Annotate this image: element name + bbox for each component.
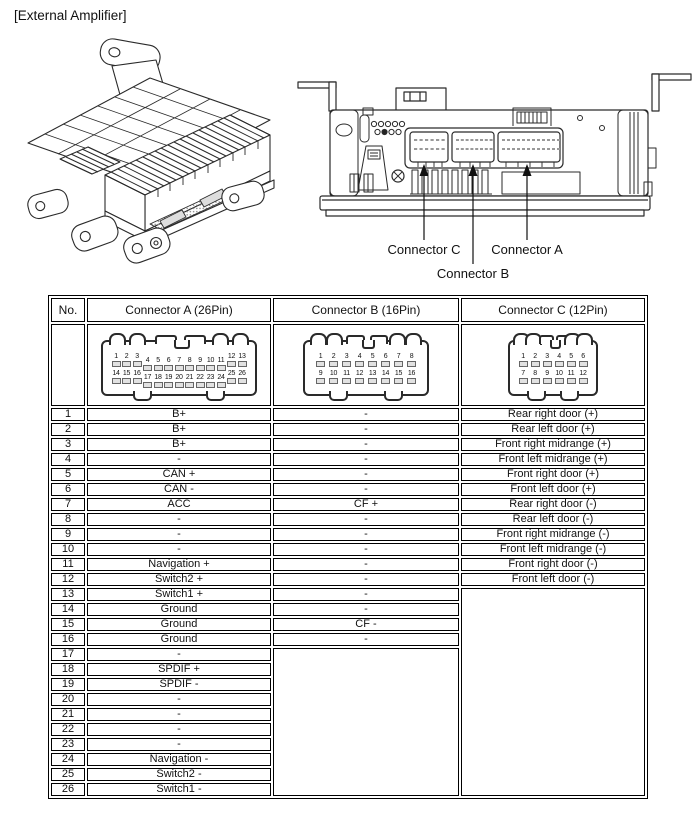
connector-c-pin-value: Front left door (-) bbox=[461, 573, 645, 586]
pin-a-10: 10 bbox=[205, 357, 216, 371]
table-row bbox=[51, 468, 645, 481]
connector-a-pin-value: Ground bbox=[87, 618, 271, 631]
connector-c-pin-value: Rear left door (-) bbox=[461, 513, 645, 526]
connector-a-diagram-cell bbox=[87, 324, 271, 406]
pin-a-1: 1 bbox=[111, 353, 122, 367]
row-number: 22 bbox=[51, 723, 85, 736]
connector-a-pin-value: Switch1 - bbox=[87, 783, 271, 796]
table-row bbox=[51, 543, 645, 556]
connector-a-pin-value: Switch2 - bbox=[87, 768, 271, 781]
pin-a-9: 9 bbox=[195, 357, 206, 371]
foot-left bbox=[26, 187, 71, 221]
foot-front-1 bbox=[69, 213, 121, 254]
row-number: 4 bbox=[51, 453, 85, 466]
table-row bbox=[51, 483, 645, 496]
connector-a-pin-value: - bbox=[87, 648, 271, 661]
connector-a-pin-value: Navigation + bbox=[87, 558, 271, 571]
pin-b-3: 3 bbox=[340, 353, 353, 367]
pin-b-9: 9 bbox=[314, 370, 327, 384]
pin-c-7: 7 bbox=[517, 370, 529, 384]
pin-a-5: 5 bbox=[153, 357, 164, 371]
pin-a-20: 20 bbox=[174, 374, 185, 388]
connector-b-pin-value: - bbox=[273, 573, 459, 586]
connector-b-pin-value: - bbox=[273, 423, 459, 436]
pin-b-2: 2 bbox=[327, 353, 340, 367]
row-number: 19 bbox=[51, 678, 85, 691]
row-number: 1 bbox=[51, 408, 85, 421]
pin-b-12: 12 bbox=[353, 370, 366, 384]
connector-b-pin-value: - bbox=[273, 543, 459, 556]
connector-b-pin-value: - bbox=[273, 438, 459, 451]
connector-a-pin-value: - bbox=[87, 738, 271, 751]
connector-c-pin-value: Rear right door (+) bbox=[461, 408, 645, 421]
row-number: 8 bbox=[51, 513, 85, 526]
connector-a-pin-value: B+ bbox=[87, 423, 271, 436]
connector-b-pin-value: - bbox=[273, 528, 459, 541]
pin-c-6: 6 bbox=[577, 353, 589, 367]
table-row bbox=[51, 558, 645, 571]
external-amplifier-isometric-figure bbox=[10, 28, 310, 278]
row-number: 6 bbox=[51, 483, 85, 496]
row-number: 26 bbox=[51, 783, 85, 796]
connector-b-pin-value: - bbox=[273, 603, 459, 616]
connector-a-pin-value: - bbox=[87, 528, 271, 541]
connector-b-empty-span bbox=[273, 648, 459, 796]
connector-b-pin-value: - bbox=[273, 468, 459, 481]
pin-c-3: 3 bbox=[541, 353, 553, 367]
connector-a-pin-value: Ground bbox=[87, 603, 271, 616]
connector-c-pin-value: Front left midrange (-) bbox=[461, 543, 645, 556]
pin-a-17: 17 bbox=[142, 374, 153, 388]
row-number: 17 bbox=[51, 648, 85, 661]
connector-b-pin-value: - bbox=[273, 483, 459, 496]
connector-a-pin-value: CAN + bbox=[87, 468, 271, 481]
pin-a-23: 23 bbox=[205, 374, 216, 388]
row-number: 25 bbox=[51, 768, 85, 781]
row-number: 5 bbox=[51, 468, 85, 481]
pin-a-11: 11 bbox=[216, 357, 227, 371]
connector-c-pin-value: Front right door (+) bbox=[461, 468, 645, 481]
row-number: 24 bbox=[51, 753, 85, 766]
row-number: 3 bbox=[51, 438, 85, 451]
row-number: 21 bbox=[51, 708, 85, 721]
header-connector-a: Connector A (26Pin) bbox=[87, 298, 271, 322]
pin-c-1: 1 bbox=[517, 353, 529, 367]
screw bbox=[392, 170, 404, 182]
connector-a-pin-value: ACC bbox=[87, 498, 271, 511]
connector-a-pin-value: - bbox=[87, 708, 271, 721]
table-row bbox=[51, 453, 645, 466]
left-bracket bbox=[298, 82, 336, 111]
table-row bbox=[51, 438, 645, 451]
connector-b-diagram-cell bbox=[273, 324, 459, 406]
connector-b-pin-value: CF + bbox=[273, 498, 459, 511]
connector-b-pin-value: - bbox=[273, 453, 459, 466]
connector-a-pin-value: - bbox=[87, 693, 271, 706]
right-bracket bbox=[652, 74, 691, 111]
pin-c-8: 8 bbox=[529, 370, 541, 384]
connector-b-label: Connector B bbox=[436, 266, 510, 281]
connector-a-pin-value: Switch2 + bbox=[87, 573, 271, 586]
pin-b-1: 1 bbox=[314, 353, 327, 367]
pinout-table-body bbox=[51, 408, 645, 796]
screw-post bbox=[151, 238, 162, 249]
connector-b-pin-value: - bbox=[273, 558, 459, 571]
connector-a-pin-value: CAN - bbox=[87, 483, 271, 496]
connector-c-pin-value: Front left midrange (+) bbox=[461, 453, 645, 466]
pin-c-11: 11 bbox=[565, 370, 577, 384]
table-row bbox=[51, 423, 645, 436]
row-number: 9 bbox=[51, 528, 85, 541]
pin-a-26: 26 bbox=[237, 370, 248, 384]
pin-c-4: 4 bbox=[553, 353, 565, 367]
connector-a-pin-value: SPDIF - bbox=[87, 678, 271, 691]
connector-b-pin-value: CF - bbox=[273, 618, 459, 631]
row-number: 12 bbox=[51, 573, 85, 586]
row-number: 7 bbox=[51, 498, 85, 511]
pin-b-16: 16 bbox=[405, 370, 418, 384]
connector-c-pin-value: Rear right door (-) bbox=[461, 498, 645, 511]
pin-a-25: 25 bbox=[226, 370, 237, 384]
pin-c-2: 2 bbox=[529, 353, 541, 367]
connector-c-pin-value: Rear left door (+) bbox=[461, 423, 645, 436]
pin-c-10: 10 bbox=[553, 370, 565, 384]
connector-b-pin-value: - bbox=[273, 408, 459, 421]
pin-a-12: 12 bbox=[226, 353, 237, 367]
pin-c-5: 5 bbox=[565, 353, 577, 367]
connector-c-pin-value: Front right door (-) bbox=[461, 558, 645, 571]
table-row bbox=[51, 588, 645, 601]
table-row bbox=[51, 573, 645, 586]
table-row bbox=[51, 408, 645, 421]
connector-a-pin-value: - bbox=[87, 723, 271, 736]
connector-a-pin-value: B+ bbox=[87, 408, 271, 421]
pin-b-15: 15 bbox=[392, 370, 405, 384]
pin-a-19: 19 bbox=[163, 374, 174, 388]
connector-b-diagram bbox=[303, 340, 429, 396]
row-number: 10 bbox=[51, 543, 85, 556]
pin-b-6: 6 bbox=[379, 353, 392, 367]
pin-a-15: 15 bbox=[121, 370, 132, 384]
connector-a-pin-value: Switch1 + bbox=[87, 588, 271, 601]
pin-a-14: 14 bbox=[111, 370, 122, 384]
connector-a-pin-value: - bbox=[87, 513, 271, 526]
pin-a-8: 8 bbox=[184, 357, 195, 371]
pin-b-4: 4 bbox=[353, 353, 366, 367]
connector-a-pin-value: B+ bbox=[87, 438, 271, 451]
connector-a-pin-value: Ground bbox=[87, 633, 271, 646]
row-number: 2 bbox=[51, 423, 85, 436]
header-connector-b: Connector B (16Pin) bbox=[273, 298, 459, 322]
table-header-row bbox=[51, 298, 645, 322]
pin-a-2: 2 bbox=[121, 353, 132, 367]
row-number: 15 bbox=[51, 618, 85, 631]
pin-b-5: 5 bbox=[366, 353, 379, 367]
row-number: 13 bbox=[51, 588, 85, 601]
connector-a-pin-value: Navigation - bbox=[87, 753, 271, 766]
row-number: 11 bbox=[51, 558, 85, 571]
connector-c-pin-value: Front right midrange (+) bbox=[461, 438, 645, 451]
connector-c-empty-span bbox=[461, 588, 645, 796]
pin-a-21: 21 bbox=[184, 374, 195, 388]
table-row bbox=[51, 498, 645, 511]
pin-a-24: 24 bbox=[216, 374, 227, 388]
pin-a-18: 18 bbox=[153, 374, 164, 388]
pin-b-7: 7 bbox=[392, 353, 405, 367]
connector-b-pin-value: - bbox=[273, 588, 459, 601]
pin-a-16: 16 bbox=[132, 370, 143, 384]
top-tab bbox=[396, 88, 446, 112]
connector-a-diagram bbox=[101, 340, 257, 396]
pin-a-7: 7 bbox=[174, 357, 185, 371]
row-number: 20 bbox=[51, 693, 85, 706]
connector-c-label: Connector C bbox=[387, 242, 461, 257]
pin-a-22: 22 bbox=[195, 374, 206, 388]
pin-b-13: 13 bbox=[366, 370, 379, 384]
pin-a-3: 3 bbox=[132, 353, 143, 367]
page-title: [External Amplifier] bbox=[14, 8, 127, 23]
connector-b-pin-value: - bbox=[273, 513, 459, 526]
pin-a-4: 4 bbox=[142, 357, 153, 371]
pin-b-14: 14 bbox=[379, 370, 392, 384]
header-connector-c: Connector C (12Pin) bbox=[461, 298, 645, 322]
pin-b-11: 11 bbox=[340, 370, 353, 384]
connector-b-pin-value: - bbox=[273, 633, 459, 646]
row-number: 18 bbox=[51, 663, 85, 676]
connector-c-pin-value: Front right midrange (-) bbox=[461, 528, 645, 541]
table-row bbox=[51, 528, 645, 541]
row-number: 14 bbox=[51, 603, 85, 616]
connector-a-pin-value: SPDIF + bbox=[87, 663, 271, 676]
connector-a-pin-value: - bbox=[87, 543, 271, 556]
header-no: No. bbox=[51, 298, 85, 322]
row-number: 16 bbox=[51, 633, 85, 646]
pin-a-6: 6 bbox=[163, 357, 174, 371]
connector-c-diagram-cell bbox=[461, 324, 645, 406]
connector-a-label: Connector A bbox=[491, 242, 563, 257]
connector-c-pin-value: Front left door (+) bbox=[461, 483, 645, 496]
base-plate bbox=[320, 196, 650, 216]
row-number: 23 bbox=[51, 738, 85, 751]
pin-c-9: 9 bbox=[541, 370, 553, 384]
table-row bbox=[51, 513, 645, 526]
connector-diagram-row bbox=[51, 324, 645, 406]
pin-a-13: 13 bbox=[237, 353, 248, 367]
pin-b-8: 8 bbox=[405, 353, 418, 367]
connector-a-pin-value: - bbox=[87, 453, 271, 466]
external-amplifier-rear-figure bbox=[292, 58, 697, 288]
connector-c-diagram bbox=[508, 340, 598, 396]
connector-pinout-table bbox=[48, 295, 648, 799]
pin-b-10: 10 bbox=[327, 370, 340, 384]
diagram-cell-empty bbox=[51, 324, 85, 406]
pin-c-12: 12 bbox=[577, 370, 589, 384]
